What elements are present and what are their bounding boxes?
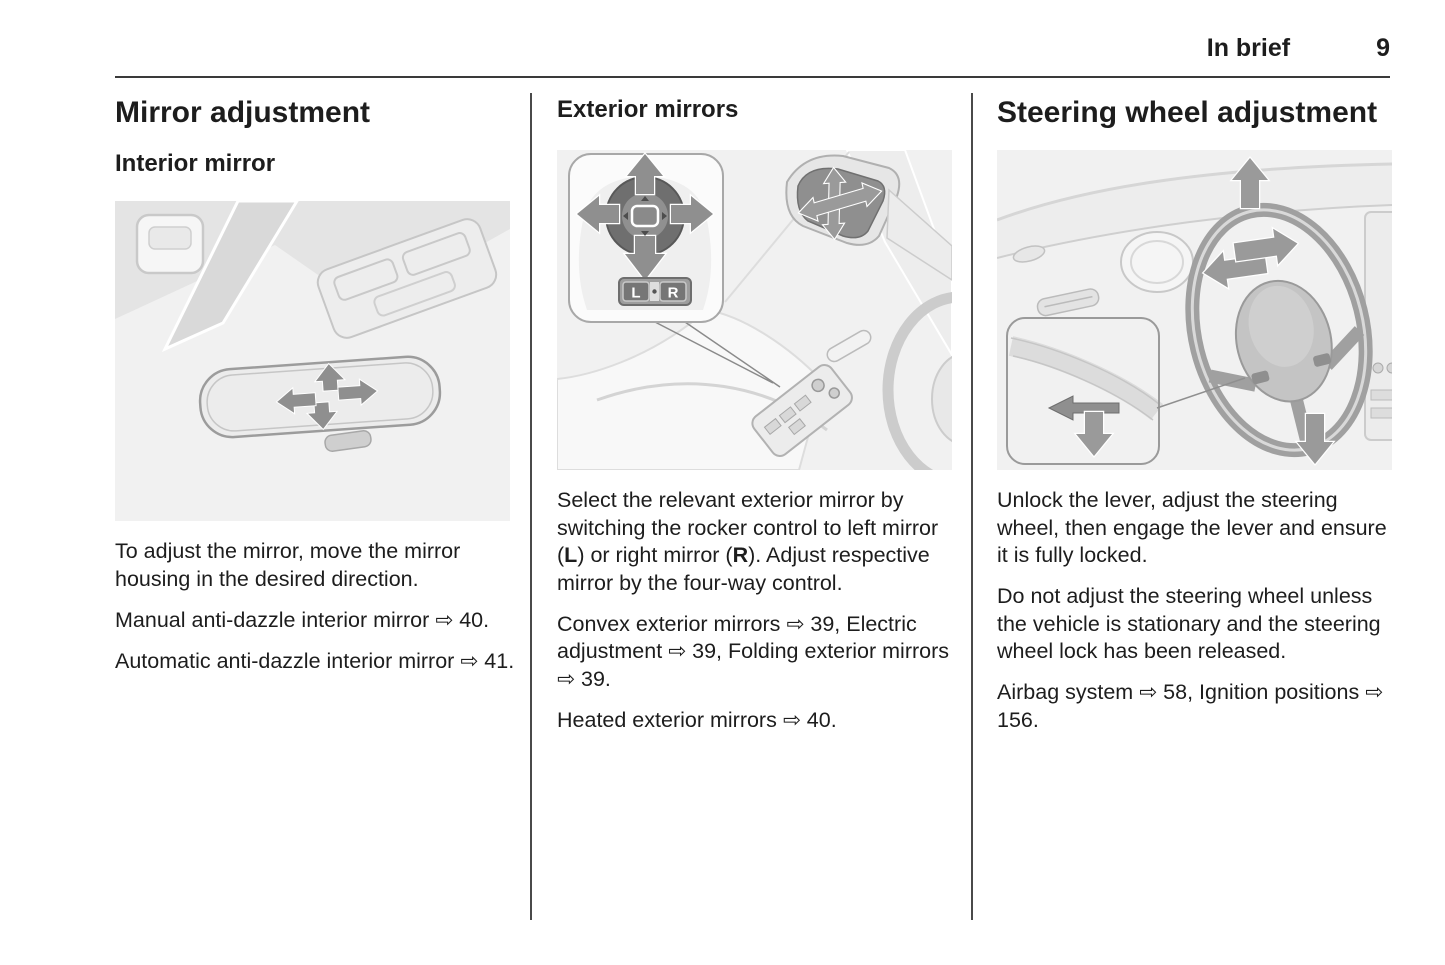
mirror-paragraph-2: Manual anti-dazzle interior mirror ⇨ 40. — [115, 607, 490, 632]
header-page-number: 9 — [1376, 34, 1390, 62]
header-rule — [115, 76, 1390, 78]
column-divider-right — [971, 93, 973, 920]
mirror-paragraph-1: To adjust the mirror, move the mirror housing in the desired direction. — [115, 539, 461, 591]
exterior-mirrors-figure — [557, 150, 952, 470]
text-segment: ). Adjust respective mirror by the four-way control. — [557, 543, 930, 595]
exterior-paragraph-3: Heated exterior mirrors ⇨ 40. — [557, 707, 837, 732]
rocker-left-label: L — [631, 284, 641, 302]
page-header — [115, 34, 1390, 63]
heading-steering-wheel-adjustment: Steering wheel adjustment — [997, 96, 1378, 129]
mirror-control-callout — [569, 154, 723, 322]
column-divider-left — [530, 93, 532, 920]
exterior-mirrors-illustration — [557, 150, 952, 470]
text-segment: Select the relevant exterior mirror by switching the rocker control to left mirror ( — [557, 488, 939, 567]
steering-paragraph-2: Do not adjust the steering wheel unless the vehicle is stationary and the steering wheel lock has been released. — [997, 584, 1381, 663]
column-exterior-mirrors — [557, 95, 957, 748]
heading-mirror-adjustment: Mirror adjustment — [115, 96, 371, 129]
rocker-right-label: R — [667, 284, 679, 302]
mirror-paragraph-3: Automatic anti-dazzle interior mirror ⇨ 41. — [115, 648, 515, 673]
interior-mirror-illustration — [115, 201, 510, 521]
steering-wheel-figure — [997, 150, 1392, 470]
subheading-exterior-mirrors: Exterior mirrors — [557, 96, 739, 123]
interior-mirror-figure — [115, 201, 510, 521]
mirror-selector-rocker — [619, 278, 691, 305]
text-segment-bold: L — [564, 543, 578, 567]
exterior-paragraph-2: Convex exterior mirrors ⇨ 39, Electric adjustment ⇨ 39, Folding exterior mirrors ⇨ 39. — [557, 611, 950, 691]
column-mirror-adjustment — [115, 95, 518, 689]
subheading-interior-mirror: Interior mirror — [115, 150, 276, 177]
text-segment: ) or right mirror ( — [577, 543, 733, 567]
text-segment-bold: R — [732, 543, 749, 567]
grab-handle — [137, 215, 203, 273]
steering-paragraph-1: Unlock the lever, adjust the steering wheel, then engage the lever and ensure it is fully locked. — [997, 488, 1387, 567]
column-steering-wheel — [997, 95, 1393, 748]
exterior-paragraph-1 — [557, 487, 957, 597]
steering-wheel-illustration — [997, 150, 1392, 470]
center-button — [632, 206, 658, 226]
steering-paragraph-3: Airbag system ⇨ 58, Ignition positions ⇨ 156. — [997, 680, 1384, 732]
header-section-title: In brief — [1206, 34, 1291, 62]
